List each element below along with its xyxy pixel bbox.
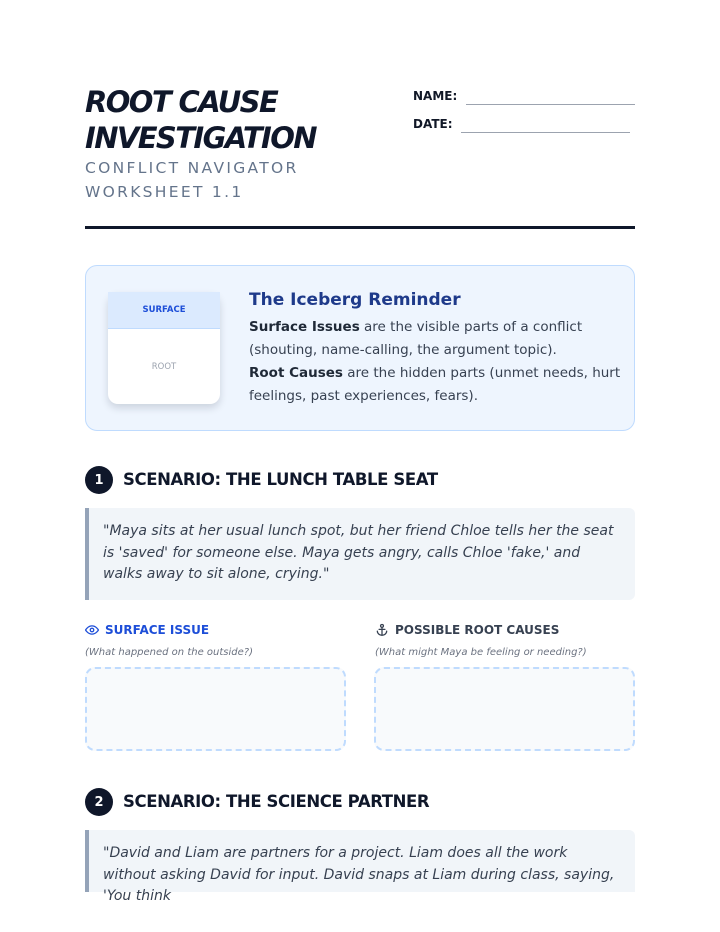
name-line[interactable] bbox=[466, 104, 635, 105]
worksheet-subtitle: CONFLICT NAVIGATOR WORKSHEET 1.1 bbox=[85, 159, 299, 201]
surface-issue-heading bbox=[85, 623, 209, 637]
iceberg-root-label: ROOT bbox=[151, 361, 177, 372]
surface-term: Surface Issues bbox=[249, 319, 360, 335]
scenario-2-quote: "David and Liam are partners for a project. Liam does all the work without asking David for input. David snaps at Liam during class, saying, 'You think bbox=[85, 830, 635, 892]
worksheet-title bbox=[85, 84, 415, 156]
surface-definition: are the visible parts of a conflict (shouting, name-calling, the argument topic). bbox=[249, 319, 583, 358]
scenario-2-number: 2 bbox=[85, 788, 113, 816]
iceberg-surface-label: SURFACE bbox=[108, 292, 220, 329]
scenario-2-title: SCENARIO: THE SCIENCE PARTNER bbox=[123, 792, 430, 811]
title-line-1: ROOT CAUSE bbox=[85, 85, 278, 119]
root-causes-label: POSSIBLE ROOT CAUSES bbox=[395, 623, 560, 637]
callout-title: The Iceberg Reminder bbox=[249, 290, 461, 310]
title-line-2: INVESTIGATION bbox=[85, 121, 316, 155]
root-causes-heading bbox=[375, 623, 559, 637]
root-causes-answer-box[interactable] bbox=[374, 667, 635, 751]
iceberg-diagram bbox=[108, 292, 220, 404]
callout-body bbox=[249, 316, 624, 408]
surface-issue-answer-box[interactable] bbox=[85, 667, 346, 751]
date-line[interactable] bbox=[461, 132, 630, 133]
eye-icon bbox=[85, 623, 99, 637]
scenario-1-title: SCENARIO: THE LUNCH TABLE SEAT bbox=[123, 470, 438, 489]
date-label: DATE: bbox=[413, 117, 453, 131]
header-divider bbox=[85, 226, 635, 229]
surface-issue-hint: (What happened on the outside?) bbox=[85, 647, 253, 658]
anchor-icon bbox=[375, 623, 389, 637]
scenario-1-quote: "Maya sits at her usual lunch spot, but her friend Chloe tells her the seat is 'saved' for someone else. Maya gets angry, calls Chloe 'fake,' and walks away to sit alone, crying." bbox=[85, 508, 635, 600]
scenario-1-number: 1 bbox=[85, 466, 113, 494]
surface-issue-label: SURFACE ISSUE bbox=[105, 623, 210, 637]
root-causes-hint: (What might Maya be feeling or needing?) bbox=[375, 647, 587, 658]
root-term: Root Causes bbox=[249, 365, 343, 381]
name-label: NAME: bbox=[413, 89, 458, 103]
root-definition: are the hidden parts (unmet needs, hurt feelings, past experiences, fears). bbox=[249, 365, 621, 404]
iceberg-callout bbox=[85, 265, 635, 431]
